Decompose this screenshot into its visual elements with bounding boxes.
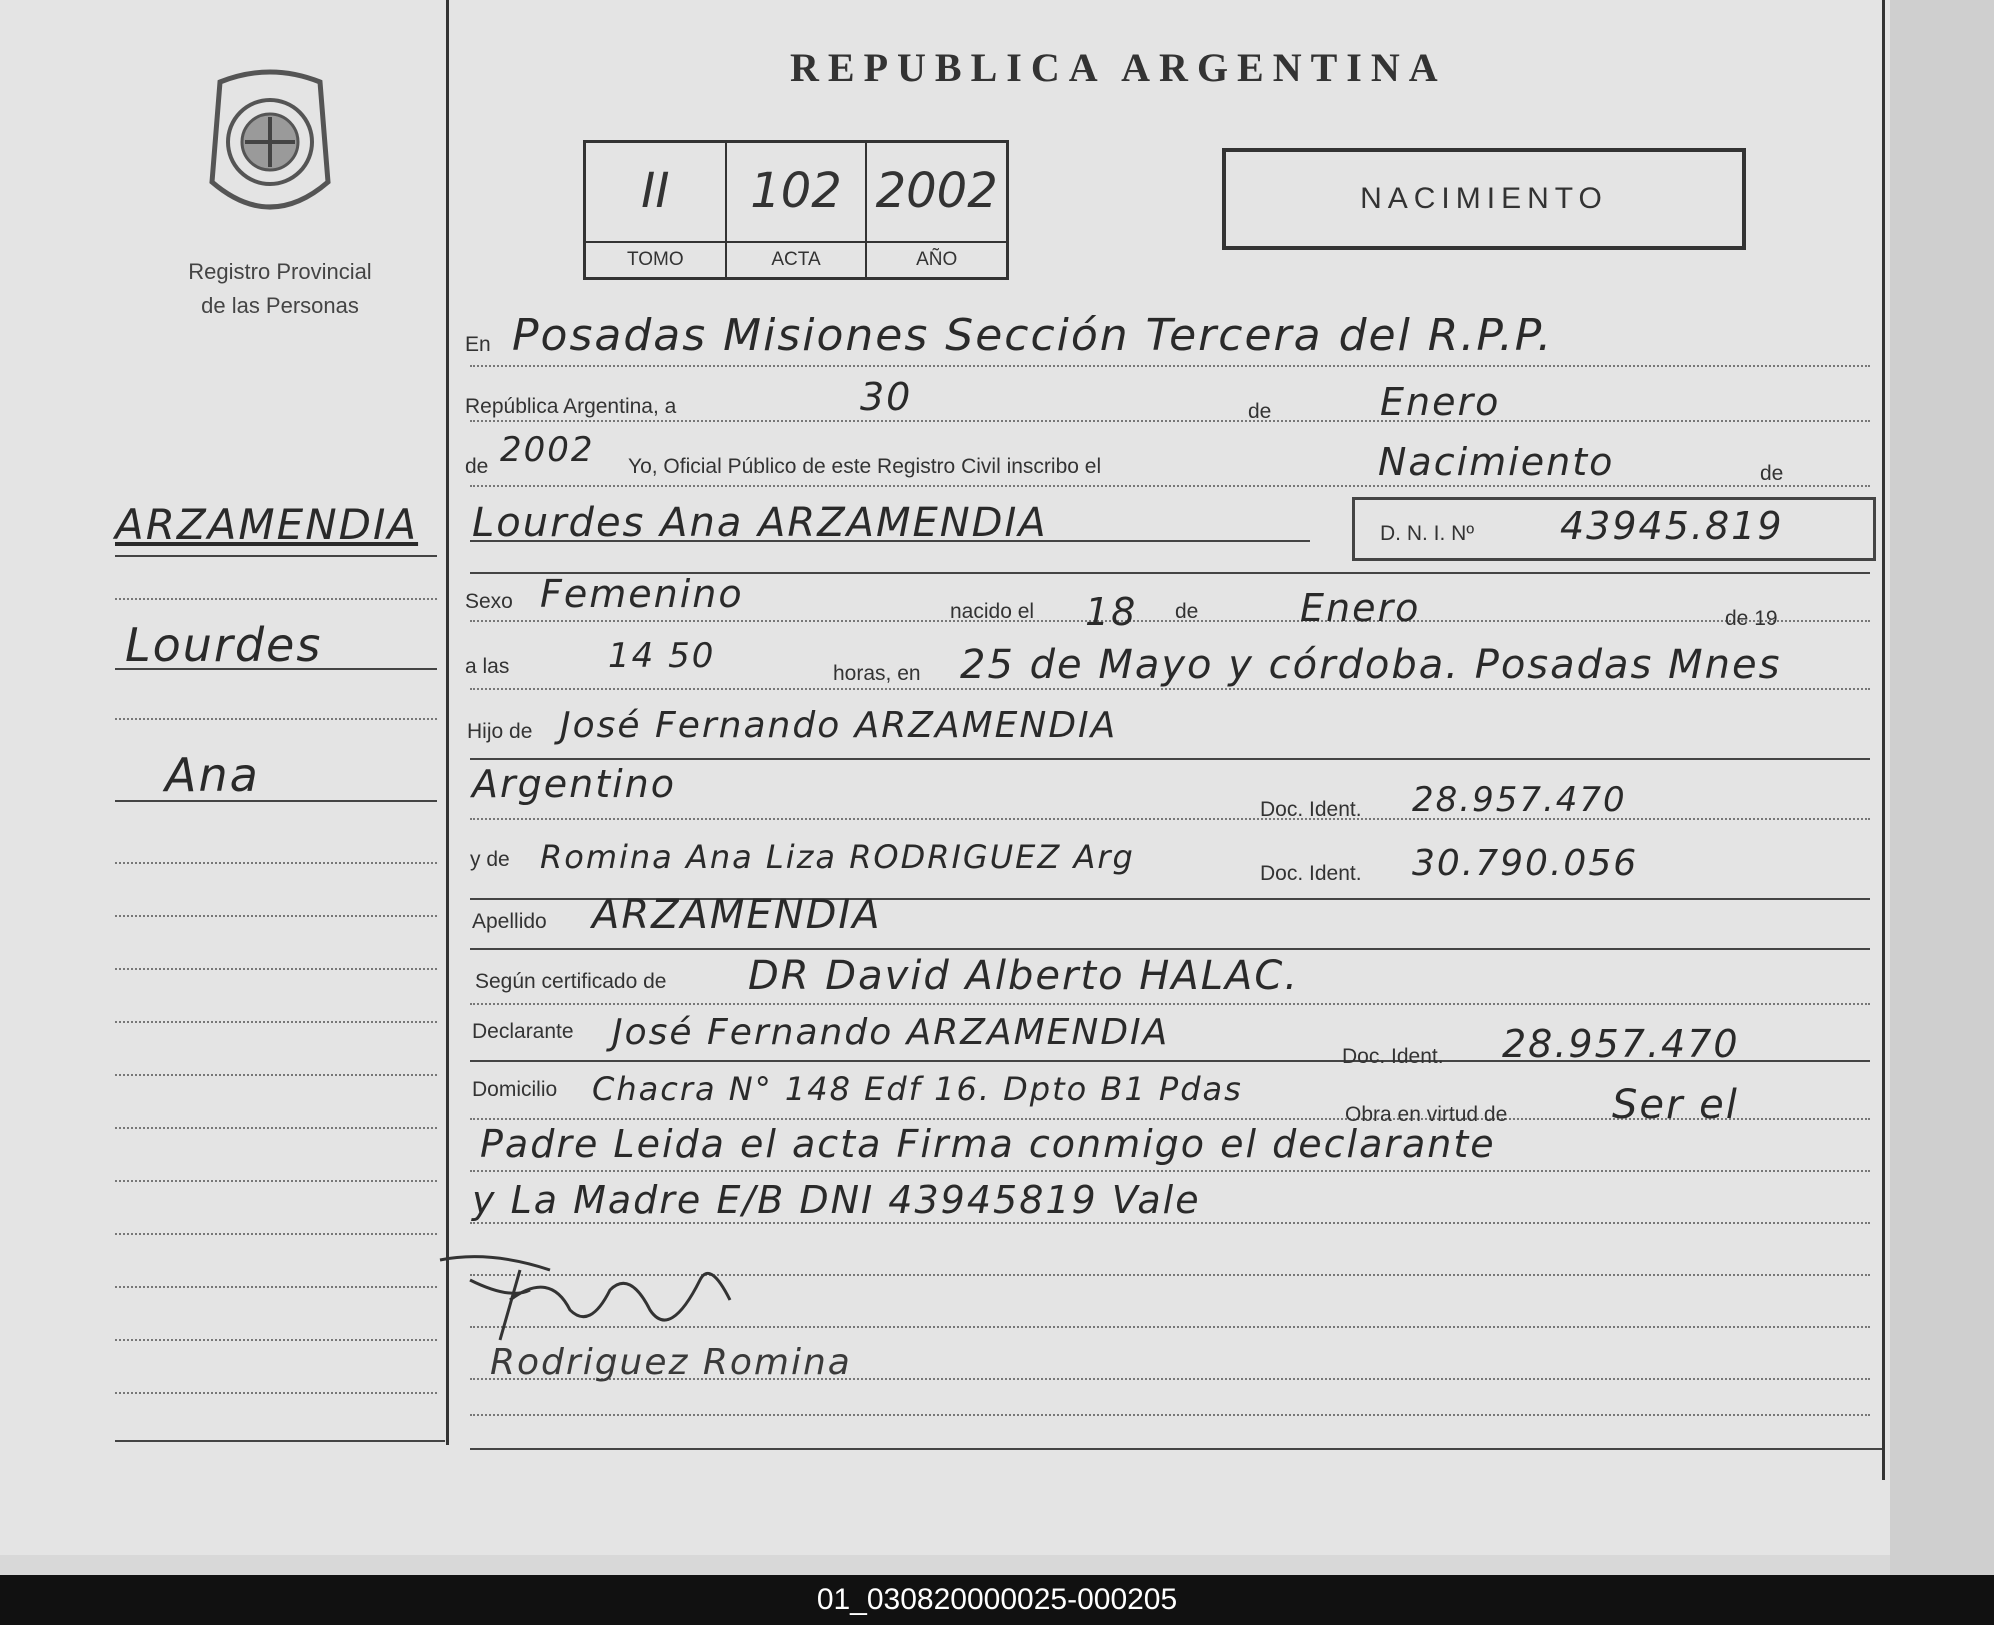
tomo-label: TOMO xyxy=(586,241,725,277)
alas-label: a las xyxy=(465,655,510,678)
footer-bar xyxy=(0,1575,1994,1625)
doc-label-declarante: Doc. Ident. xyxy=(1342,1045,1444,1068)
form-line xyxy=(470,758,1870,760)
margin-line xyxy=(115,800,437,802)
page-title: REPUBLICA ARGENTINA xyxy=(790,45,1447,90)
hijo-label: Hijo de xyxy=(467,720,533,743)
mother-value: Romina Ana Liza RODRIGUEZ Arg xyxy=(540,838,1135,876)
margin-line xyxy=(115,598,437,600)
dni-value: 43945.819 xyxy=(1560,504,1784,548)
margin-line xyxy=(115,1392,437,1394)
margin-line xyxy=(115,1127,437,1129)
segun-value: DR David Alberto HALAC. xyxy=(748,953,1300,999)
horas-label: horas, en xyxy=(833,662,921,685)
birth-day: 18 xyxy=(1085,590,1138,634)
margin-bottom-line xyxy=(115,1440,445,1442)
nacido-label: nacido el xyxy=(950,600,1035,623)
tomo-value: II xyxy=(641,163,670,219)
left-border-line xyxy=(446,0,449,1445)
form-line xyxy=(470,420,1870,422)
father-value: José Fernando ARZAMENDIA xyxy=(560,705,1118,746)
de-label-2: de xyxy=(1760,462,1784,485)
registry-name xyxy=(130,255,430,323)
ano-value: 2002 xyxy=(875,163,998,219)
text-line-1: Padre Leida el acta Firma conmigo el declarante xyxy=(480,1122,1496,1166)
declarante-value: José Fernando ARZAMENDIA xyxy=(612,1012,1170,1053)
form-line xyxy=(470,485,1870,487)
republica-label: República Argentina, a xyxy=(465,395,677,418)
form-line xyxy=(470,365,1870,367)
year-value: 2002 xyxy=(500,430,595,470)
margin-line xyxy=(115,1074,437,1076)
de19-label: de 19 xyxy=(1725,607,1778,630)
form-line xyxy=(470,818,1870,820)
margin-first-name: Lourdes xyxy=(125,618,323,672)
obra-label: Obra en virtud de xyxy=(1345,1103,1508,1126)
declarante-doc: 28.957.470 xyxy=(1502,1022,1740,1066)
registry-line-1: Registro Provincial xyxy=(188,259,372,284)
doc-label-mother: Doc. Ident. xyxy=(1260,862,1362,885)
margin-line xyxy=(115,1233,437,1235)
father-nationality: Argentino xyxy=(472,762,676,806)
ano-label: AÑO xyxy=(867,241,1006,277)
yo-text: Yo, Oficial Público de este Registro Civil inscribo el xyxy=(628,455,1102,478)
text-line-2: y La Madre E/B DNI 43945819 Vale xyxy=(472,1178,1201,1222)
domicilio-value: Chacra N° 148 Edf 16. Dpto B1 Pdas xyxy=(592,1070,1243,1108)
margin-surname: ARZAMENDIA xyxy=(115,500,419,549)
provincial-seal xyxy=(200,62,340,228)
apellido-label: Apellido xyxy=(472,910,547,933)
margin-line xyxy=(115,1021,437,1023)
apellido-value: ARZAMENDIA xyxy=(592,892,882,938)
form-bottom-line xyxy=(470,1448,1882,1450)
hour-value: 14 50 xyxy=(608,636,716,676)
segun-label: Según certificado de xyxy=(475,970,667,993)
yde-label: y de xyxy=(470,848,510,871)
acta-label: ACTA xyxy=(727,241,866,277)
margin-second-name: Ana xyxy=(165,748,260,802)
dni-label: D. N. I. Nº xyxy=(1380,522,1475,545)
sexo-label: Sexo xyxy=(465,590,513,613)
image-code: 01_030820000025-000205 xyxy=(816,1583,1178,1616)
form-line xyxy=(470,688,1870,690)
sexo-value: Femenino xyxy=(540,572,744,616)
act-value: Nacimiento xyxy=(1378,440,1615,484)
form-line xyxy=(470,1414,1870,1416)
acta-cell xyxy=(727,143,868,277)
declarante-label: Declarante xyxy=(472,1020,574,1043)
month-value: Enero xyxy=(1380,380,1501,424)
obra-value: Ser el xyxy=(1612,1082,1739,1128)
de-label-3: de xyxy=(1175,600,1199,623)
name-value: Lourdes Ana ARZAMENDIA xyxy=(472,500,1048,546)
tomo-cell xyxy=(586,143,727,277)
doc-label-father: Doc. Ident. xyxy=(1260,798,1362,821)
mother-signature: Rodriguez Romina xyxy=(490,1342,852,1383)
margin-line xyxy=(115,718,437,720)
domicilio-label: Domicilio xyxy=(472,1078,558,1101)
form-line xyxy=(470,620,1870,622)
ano-cell xyxy=(867,143,1006,277)
registry-line-2: de las Personas xyxy=(201,293,359,318)
page-edge xyxy=(1890,0,1994,1575)
en-label: En xyxy=(465,333,491,356)
de-year-label: de xyxy=(465,455,489,478)
margin-line xyxy=(115,555,437,557)
form-line xyxy=(470,948,1870,950)
place-value: 25 de Mayo y córdoba. Posadas Mnes xyxy=(960,642,1782,688)
en-value: Posadas Misiones Sección Tercera del R.P.P. xyxy=(512,310,1554,361)
form-line xyxy=(470,1003,1870,1005)
margin-line xyxy=(115,1180,437,1182)
right-border-line xyxy=(1882,0,1885,1480)
de-label: de xyxy=(1248,400,1272,423)
margin-line xyxy=(115,968,437,970)
form-line xyxy=(470,1222,1870,1224)
form-line xyxy=(470,1170,1870,1172)
margin-line xyxy=(115,915,437,917)
margin-line xyxy=(115,862,437,864)
margin-line xyxy=(115,1339,437,1341)
father-doc: 28.957.470 xyxy=(1412,780,1627,820)
day-value: 30 xyxy=(860,375,913,419)
record-type-box: NACIMIENTO xyxy=(1222,148,1746,250)
birth-month: Enero xyxy=(1300,586,1421,630)
record-number-box xyxy=(583,140,1009,280)
acta-value: 102 xyxy=(750,163,842,219)
margin-line xyxy=(115,1286,437,1288)
mother-doc: 30.790.056 xyxy=(1412,843,1639,884)
